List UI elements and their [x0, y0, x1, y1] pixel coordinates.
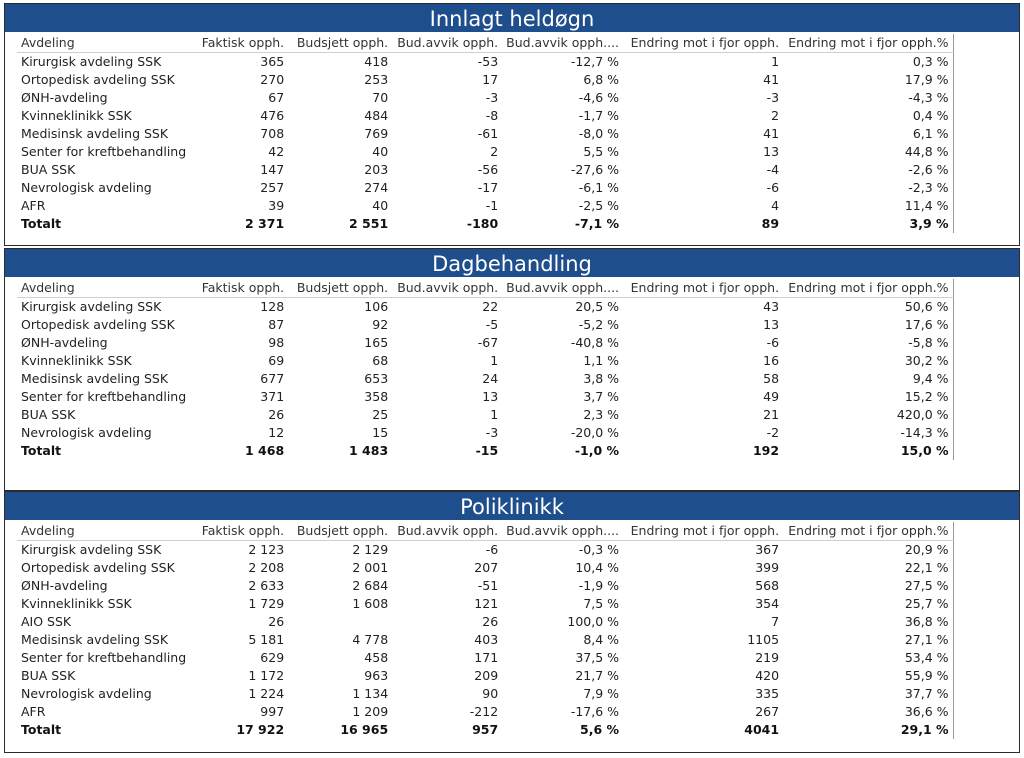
cell-budsjett: 458: [364, 650, 389, 665]
cell-department: Ortopedisk avdeling SSK: [21, 72, 175, 87]
cell-endring-pct: -2,3 %: [783, 179, 953, 197]
cell-department: Medisinsk avdeling SSK: [21, 371, 169, 386]
cell-endring: 420: [755, 668, 780, 683]
cell-faktisk: 629: [260, 650, 285, 665]
total-budsjett: 2 551: [349, 216, 389, 231]
cell-budavvik: -6: [485, 542, 499, 557]
table-row: [17, 89, 953, 107]
table-row: [17, 71, 953, 89]
cell-budavvik: -56: [477, 162, 499, 177]
table-innlagt: [17, 34, 954, 233]
cell-budavvik: 26: [482, 614, 499, 629]
cell-budavvik: -1: [485, 198, 499, 213]
column-header-faktisk: Faktisk opph.: [190, 522, 288, 541]
cell-faktisk: 39: [268, 198, 285, 213]
cell-department: Senter for kreftbehandling: [21, 144, 187, 159]
cell-budavvik: -17: [477, 180, 499, 195]
cell-faktisk: 98: [268, 335, 285, 350]
cell-department: BUA SSK: [21, 407, 76, 422]
cell-endring-pct: 0,4 %: [783, 107, 953, 125]
cell-endring-pct: 27,1 %: [783, 631, 953, 649]
cell-budavvik: 1: [490, 407, 499, 422]
cell-endring-pct: 44,8 %: [783, 143, 953, 161]
total-budavvik: 957: [472, 722, 499, 737]
cell-faktisk: 128: [260, 299, 285, 314]
cell-budsjett: 25: [372, 407, 389, 422]
cell-budavvik-pct: 3,8 %: [583, 371, 620, 386]
table-row: [17, 703, 953, 721]
cell-endring-pct: 30,2 %: [783, 352, 953, 370]
total-budavvik-pct: -1,0 %: [574, 443, 620, 458]
table-row: [17, 53, 953, 72]
cell-budsjett: 418: [364, 54, 389, 69]
cell-endring: 16: [763, 353, 780, 368]
total-budavvik-pct: -7,1 %: [574, 216, 620, 231]
cell-faktisk: 69: [268, 353, 285, 368]
table-row: [17, 667, 953, 685]
cell-department: ØNH-avdeling: [21, 90, 108, 105]
total-faktisk: 2 371: [245, 216, 285, 231]
cell-budavvik-pct: -2,5 %: [578, 198, 620, 213]
cell-endring: 13: [763, 317, 780, 332]
cell-endring: 49: [763, 389, 780, 404]
cell-budsjett: 70: [372, 90, 389, 105]
cell-budavvik-pct: 6,8 %: [583, 72, 620, 87]
cell-department: Nevrologisk avdeling: [21, 180, 152, 195]
cell-faktisk: 1 729: [248, 596, 285, 611]
column-header-faktisk: Faktisk opph.: [190, 34, 288, 53]
cell-budsjett: 165: [364, 335, 389, 350]
panel-dagbehandling: [4, 248, 1020, 491]
cell-endring: -6: [766, 180, 780, 195]
total-row: [17, 721, 953, 739]
table-row: [17, 334, 953, 352]
cell-budavvik-pct: -17,6 %: [570, 704, 620, 719]
cell-budsjett: 1 209: [352, 704, 389, 719]
cell-faktisk: 87: [268, 317, 285, 332]
cell-endring: 2: [771, 108, 780, 123]
cell-budavvik: 403: [474, 632, 499, 647]
cell-budsjett: 253: [364, 72, 389, 87]
table-row: [17, 424, 953, 442]
cell-department: Medisinsk avdeling SSK: [21, 632, 169, 647]
table-header-row: [17, 34, 953, 53]
table-row: [17, 631, 953, 649]
cell-budavvik-pct: -40,8 %: [570, 335, 620, 350]
table-row: [17, 143, 953, 161]
cell-budsjett: 1 608: [352, 596, 389, 611]
total-faktisk: 1 468: [245, 443, 285, 458]
cell-budavvik-pct: -8,0 %: [578, 126, 620, 141]
cell-endring: 41: [763, 72, 780, 87]
cell-endring: -2: [766, 425, 780, 440]
cell-budavvik-pct: 7,9 %: [583, 686, 620, 701]
cell-endring-pct: 9,4 %: [783, 370, 953, 388]
cell-endring-pct: -14,3 %: [783, 424, 953, 442]
total-row: [17, 442, 953, 460]
total-faktisk: 17 922: [236, 722, 285, 737]
table-poliklinikk: [17, 522, 954, 739]
cell-budavvik-pct: 20,5 %: [575, 299, 620, 314]
cell-budsjett: 2 001: [352, 560, 389, 575]
cell-faktisk: 2 123: [248, 542, 285, 557]
cell-budsjett: 653: [364, 371, 389, 386]
cell-endring: -3: [766, 90, 780, 105]
cell-faktisk: 365: [260, 54, 285, 69]
cell-budsjett: 40: [372, 198, 389, 213]
cell-budsjett: 274: [364, 180, 389, 195]
cell-faktisk: 708: [260, 126, 285, 141]
cell-endring-pct: 17,9 %: [783, 71, 953, 89]
column-header-endring: Endring mot i fjor opph.: [623, 279, 783, 298]
cell-budsjett: 769: [364, 126, 389, 141]
cell-budavvik-pct: -4,6 %: [578, 90, 620, 105]
cell-budavvik: -3: [485, 425, 499, 440]
cell-department: Kirurgisk avdeling SSK: [21, 54, 162, 69]
cell-budavvik-pct: 7,5 %: [583, 596, 620, 611]
column-header-budavvik-pct: Bud.avvik opph....: [502, 279, 623, 298]
table-row: [17, 125, 953, 143]
cell-department: Ortopedisk avdeling SSK: [21, 317, 175, 332]
table-row: [17, 179, 953, 197]
cell-budavvik: -67: [477, 335, 499, 350]
cell-endring: 4: [771, 198, 780, 213]
table-row: [17, 388, 953, 406]
table-header-row: [17, 279, 953, 298]
table-row: [17, 613, 953, 631]
cell-department: AFR: [21, 704, 46, 719]
cell-budavvik-pct: 10,4 %: [575, 560, 620, 575]
cell-budavvik-pct: -6,1 %: [578, 180, 620, 195]
cell-budavvik: 121: [474, 596, 499, 611]
cell-endring: -4: [766, 162, 780, 177]
cell-endring-pct: 17,6 %: [783, 316, 953, 334]
total-endring-pct: 15,0 %: [783, 442, 953, 460]
column-header-budavvik: Bud.avvik opph.: [392, 279, 502, 298]
cell-endring-pct: 25,7 %: [783, 595, 953, 613]
column-header-department: Avdeling: [17, 279, 190, 298]
cell-faktisk: 476: [260, 108, 285, 123]
cell-budsjett: [288, 613, 392, 631]
cell-budavvik-pct: 21,7 %: [575, 668, 620, 683]
cell-budavvik-pct: 1,1 %: [583, 353, 620, 368]
column-header-endring-pct: Endring mot i fjor opph.%: [783, 522, 953, 541]
cell-endring: 21: [763, 407, 780, 422]
cell-budavvik-pct: -12,7 %: [570, 54, 620, 69]
cell-endring-pct: 36,6 %: [783, 703, 953, 721]
cell-endring: 267: [755, 704, 780, 719]
column-header-budsjett: Budsjett opph.: [288, 522, 392, 541]
cell-endring: 1105: [747, 632, 780, 647]
total-budsjett: 1 483: [349, 443, 389, 458]
cell-budavvik-pct: 8,4 %: [583, 632, 620, 647]
cell-budavvik-pct: -1,7 %: [578, 108, 620, 123]
total-endring: 192: [752, 443, 780, 458]
cell-faktisk: 5 181: [248, 632, 285, 647]
table-row: [17, 197, 953, 215]
cell-faktisk: 257: [260, 180, 285, 195]
cell-endring-pct: 53,4 %: [783, 649, 953, 667]
cell-department: Kirurgisk avdeling SSK: [21, 299, 162, 314]
table-row: [17, 541, 953, 560]
cell-faktisk: 371: [260, 389, 285, 404]
cell-budsjett: 203: [364, 162, 389, 177]
cell-department: Kvinneklinikk SSK: [21, 108, 132, 123]
cell-endring: 399: [755, 560, 780, 575]
table-row: [17, 406, 953, 424]
cell-budsjett: 963: [364, 668, 389, 683]
table-row: [17, 161, 953, 179]
total-department: Totalt: [21, 722, 62, 737]
cell-department: Senter for kreftbehandling: [21, 389, 187, 404]
total-endring-pct: 29,1 %: [783, 721, 953, 739]
cell-budsjett: 106: [364, 299, 389, 314]
cell-department: Kirurgisk avdeling SSK: [21, 542, 162, 557]
total-row: [17, 215, 953, 233]
total-budsjett: 16 965: [340, 722, 389, 737]
cell-endring-pct: 27,5 %: [783, 577, 953, 595]
cell-budavvik: 22: [482, 299, 499, 314]
total-department: Totalt: [21, 443, 62, 458]
cell-budavvik: -3: [485, 90, 499, 105]
cell-department: AIO SSK: [21, 614, 72, 629]
column-header-budavvik-pct: Bud.avvik opph....: [502, 34, 623, 53]
cell-budsjett: 484: [364, 108, 389, 123]
total-endring: 4041: [744, 722, 780, 737]
cell-budavvik: 24: [482, 371, 499, 386]
table-row: [17, 298, 953, 317]
total-endring-pct: 3,9 %: [783, 215, 953, 233]
total-budavvik: -180: [466, 216, 499, 231]
total-budavvik: -15: [475, 443, 499, 458]
cell-budsjett: 4 778: [352, 632, 389, 647]
cell-endring-pct: 22,1 %: [783, 559, 953, 577]
cell-endring: 43: [763, 299, 780, 314]
table-row: [17, 352, 953, 370]
cell-faktisk: 1 224: [248, 686, 285, 701]
table-row: [17, 370, 953, 388]
column-header-endring-pct: Endring mot i fjor opph.%: [783, 279, 953, 298]
cell-department: BUA SSK: [21, 668, 76, 683]
cell-budavvik: -61: [477, 126, 499, 141]
column-header-budavvik-pct: Bud.avvik opph....: [502, 522, 623, 541]
cell-endring: 58: [763, 371, 780, 386]
table-row: [17, 685, 953, 703]
cell-budavvik: -5: [485, 317, 499, 332]
cell-department: Senter for kreftbehandling: [21, 650, 187, 665]
cell-faktisk: 677: [260, 371, 285, 386]
cell-budavvik: 2: [490, 144, 499, 159]
cell-endring-pct: 50,6 %: [783, 298, 953, 317]
cell-department: ØNH-avdeling: [21, 578, 108, 593]
cell-budavvik-pct: -5,2 %: [578, 317, 620, 332]
panel-innlagt-heldogn: [4, 3, 1020, 246]
cell-endring-pct: 11,4 %: [783, 197, 953, 215]
cell-budavvik: 17: [482, 72, 499, 87]
total-endring: 89: [761, 216, 780, 231]
cell-department: ØNH-avdeling: [21, 335, 108, 350]
cell-faktisk: 1 172: [248, 668, 285, 683]
cell-endring-pct: 0,3 %: [783, 53, 953, 72]
cell-budsjett: 358: [364, 389, 389, 404]
cell-budsjett: 2 129: [352, 542, 389, 557]
column-header-department: Avdeling: [17, 34, 190, 53]
section-title-innlagt: Innlagt heldøgn: [5, 4, 1019, 34]
cell-endring: -6: [766, 335, 780, 350]
column-header-budavvik: Bud.avvik opph.: [392, 522, 502, 541]
cell-department: AFR: [21, 198, 46, 213]
cell-department: BUA SSK: [21, 162, 76, 177]
table-row: [17, 559, 953, 577]
cell-budsjett: 1 134: [352, 686, 389, 701]
column-header-budsjett: Budsjett opph.: [288, 279, 392, 298]
cell-budavvik: 207: [474, 560, 499, 575]
cell-endring-pct: 15,2 %: [783, 388, 953, 406]
column-header-endring: Endring mot i fjor opph.: [623, 34, 783, 53]
cell-faktisk: 997: [260, 704, 285, 719]
cell-budavvik-pct: 5,5 %: [583, 144, 620, 159]
cell-endring: 367: [755, 542, 780, 557]
cell-endring: 1: [771, 54, 780, 69]
column-header-faktisk: Faktisk opph.: [190, 279, 288, 298]
cell-budavvik-pct: -0,3 %: [578, 542, 620, 557]
cell-budavvik-pct: 37,5 %: [575, 650, 620, 665]
table-row: [17, 316, 953, 334]
cell-budsjett: 40: [372, 144, 389, 159]
cell-budavvik: 171: [474, 650, 499, 665]
cell-budsjett: 2 684: [352, 578, 389, 593]
cell-budavvik: 90: [482, 686, 499, 701]
cell-department: Kvinneklinikk SSK: [21, 596, 132, 611]
cell-endring-pct: -4,3 %: [783, 89, 953, 107]
cell-budavvik: 209: [474, 668, 499, 683]
cell-budavvik: -8: [485, 108, 499, 123]
section-title-poliklinikk: Poliklinikk: [5, 492, 1019, 522]
cell-faktisk: 26: [268, 407, 285, 422]
cell-budsjett: 15: [372, 425, 389, 440]
cell-department: Nevrologisk avdeling: [21, 686, 152, 701]
cell-budavvik-pct: -27,6 %: [570, 162, 620, 177]
cell-faktisk: 147: [260, 162, 285, 177]
cell-endring-pct: -5,8 %: [783, 334, 953, 352]
cell-endring-pct: 6,1 %: [783, 125, 953, 143]
cell-budsjett: 92: [372, 317, 389, 332]
table-row: [17, 577, 953, 595]
table-row: [17, 649, 953, 667]
column-header-endring: Endring mot i fjor opph.: [623, 522, 783, 541]
cell-budavvik: 13: [482, 389, 499, 404]
cell-endring: 219: [755, 650, 780, 665]
section-title-dagbehandling: Dagbehandling: [5, 249, 1019, 279]
cell-budavvik-pct: -1,9 %: [578, 578, 620, 593]
cell-endring-pct: 20,9 %: [783, 541, 953, 560]
cell-department: Nevrologisk avdeling: [21, 425, 152, 440]
cell-endring-pct: 36,8 %: [783, 613, 953, 631]
cell-faktisk: 26: [268, 614, 285, 629]
cell-budsjett: 68: [372, 353, 389, 368]
cell-department: Medisinsk avdeling SSK: [21, 126, 169, 141]
cell-budavvik-pct: -20,0 %: [570, 425, 620, 440]
table-dagbehandling: [17, 279, 954, 460]
cell-faktisk: 12: [268, 425, 285, 440]
column-header-budavvik: Bud.avvik opph.: [392, 34, 502, 53]
table-row: [17, 595, 953, 613]
cell-budavvik-pct: 2,3 %: [583, 407, 620, 422]
column-header-endring-pct: Endring mot i fjor opph.%: [783, 34, 953, 53]
cell-endring-pct: 420,0 %: [783, 406, 953, 424]
column-header-budsjett: Budsjett opph.: [288, 34, 392, 53]
cell-budavvik: 1: [490, 353, 499, 368]
cell-budavvik-pct: 3,7 %: [583, 389, 620, 404]
cell-faktisk: 2 633: [248, 578, 285, 593]
cell-endring: 335: [755, 686, 780, 701]
cell-budavvik-pct: 100,0 %: [567, 614, 620, 629]
panel-poliklinikk: [4, 491, 1020, 753]
cell-budavvik: -212: [469, 704, 499, 719]
cell-endring-pct: 55,9 %: [783, 667, 953, 685]
cell-endring-pct: 37,7 %: [783, 685, 953, 703]
total-department: Totalt: [21, 216, 62, 231]
cell-budavvik: -53: [477, 54, 499, 69]
cell-endring: 354: [755, 596, 780, 611]
cell-endring: 41: [763, 126, 780, 141]
table-row: [17, 107, 953, 125]
table-header-row: [17, 522, 953, 541]
cell-department: Kvinneklinikk SSK: [21, 353, 132, 368]
cell-budavvik: -51: [477, 578, 499, 593]
cell-endring: 7: [771, 614, 780, 629]
cell-endring: 13: [763, 144, 780, 159]
total-budavvik-pct: 5,6 %: [580, 722, 620, 737]
cell-faktisk: 270: [260, 72, 285, 87]
cell-endring: 568: [755, 578, 780, 593]
column-header-department: Avdeling: [17, 522, 190, 541]
cell-faktisk: 2 208: [248, 560, 285, 575]
cell-faktisk: 42: [268, 144, 285, 159]
cell-faktisk: 67: [268, 90, 285, 105]
cell-department: Ortopedisk avdeling SSK: [21, 560, 175, 575]
cell-endring-pct: -2,6 %: [783, 161, 953, 179]
